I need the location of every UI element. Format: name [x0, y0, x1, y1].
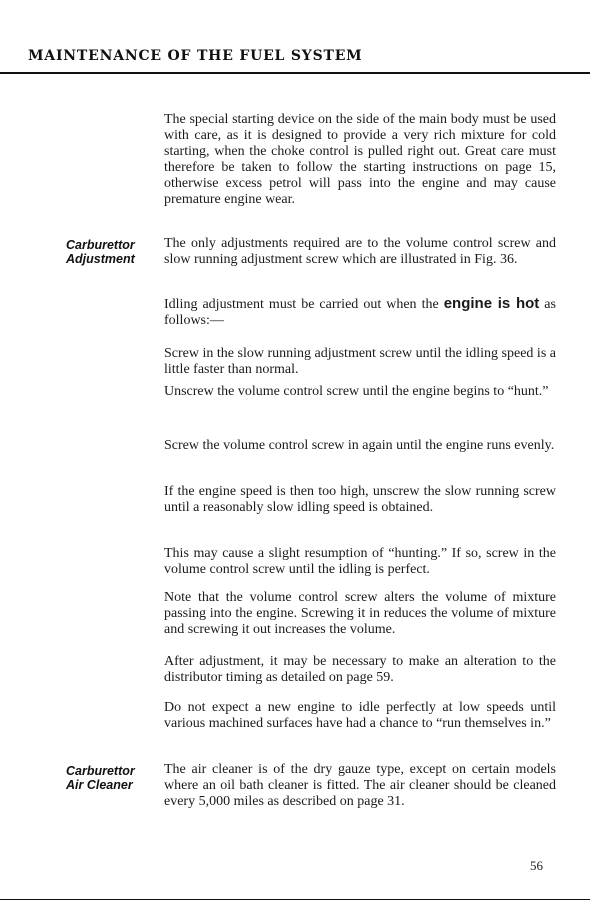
- label-line-2: Adjustment: [66, 252, 135, 266]
- section-header: MAINTENANCE OF THE FUEL SYSTEM: [28, 48, 363, 64]
- p2-after: as follows:—: [164, 297, 556, 328]
- adjustment-paragraph-7: This may cause a slight resumption of “hunting.” If so, screw in the volume control screw until the idling is perfect.: [164, 546, 556, 577]
- adjustment-paragraph-10: Do not expect a new engine to idle perfectly at low speeds until various machined surfaces have had a chance to “run themselves in.”: [164, 700, 556, 731]
- adjustment-paragraph-2: [164, 296, 556, 329]
- page-number: 56: [530, 858, 543, 873]
- adjustment-paragraph-9: After adjustment, it may be necessary to make an alteration to the distributor timing as detailed on page 59.: [164, 654, 556, 685]
- intro-paragraph: The special starting device on the side of the main body must be used with care, as it is designed to provide a very rich mixture for cold starting, when the choke control is pulled right out. Great care must therefore be taken to follow the starting instructions on page 15, otherwise excess petrol will pass into the engine and may cause premature engine wear.: [164, 112, 556, 207]
- adjustment-paragraph-8: Note that the volume control screw alters the volume of mixture passing into the engine. Screwing it in reduces the volume of mixture and screwing it out increases the volume.: [164, 590, 556, 637]
- carburettor-air-cleaner-label: [66, 764, 158, 792]
- carburettor-adjustment-label: [66, 238, 158, 266]
- engine-is-hot-emphasis: engine is hot: [443, 295, 540, 312]
- label-line-1: Carburettor: [66, 238, 135, 252]
- p2-before: Idling adjustment must be carried out when the: [164, 297, 444, 312]
- adjustment-paragraph-5: Screw the volume control screw in again until the engine runs evenly.: [164, 438, 555, 453]
- adjustment-paragraph-4: Unscrew the volume control screw until the engine begins to “hunt.”: [164, 384, 549, 399]
- air-cleaner-paragraph: The air cleaner is of the dry gauze type, except on certain models where an oil bath cleaner is fitted. The air cleaner should be cleaned every 5,000 miles as described on page 31.: [164, 762, 556, 809]
- adjustment-paragraph-6: If the engine speed is then too high, unscrew the slow running screw until a reasonably slow idling speed is obtained.: [164, 484, 556, 515]
- label-line-1: Carburettor: [66, 764, 135, 778]
- header-rule: [0, 72, 590, 74]
- footer-rule: [0, 899, 590, 900]
- adjustment-paragraph-3: Screw in the slow running adjustment screw until the idling speed is a little faster than normal.: [164, 346, 556, 377]
- adjustment-paragraph-1: The only adjustments required are to the volume control screw and slow running adjustment screw which are illustrated in Fig. 36.: [164, 236, 556, 267]
- label-line-2: Air Cleaner: [66, 778, 133, 792]
